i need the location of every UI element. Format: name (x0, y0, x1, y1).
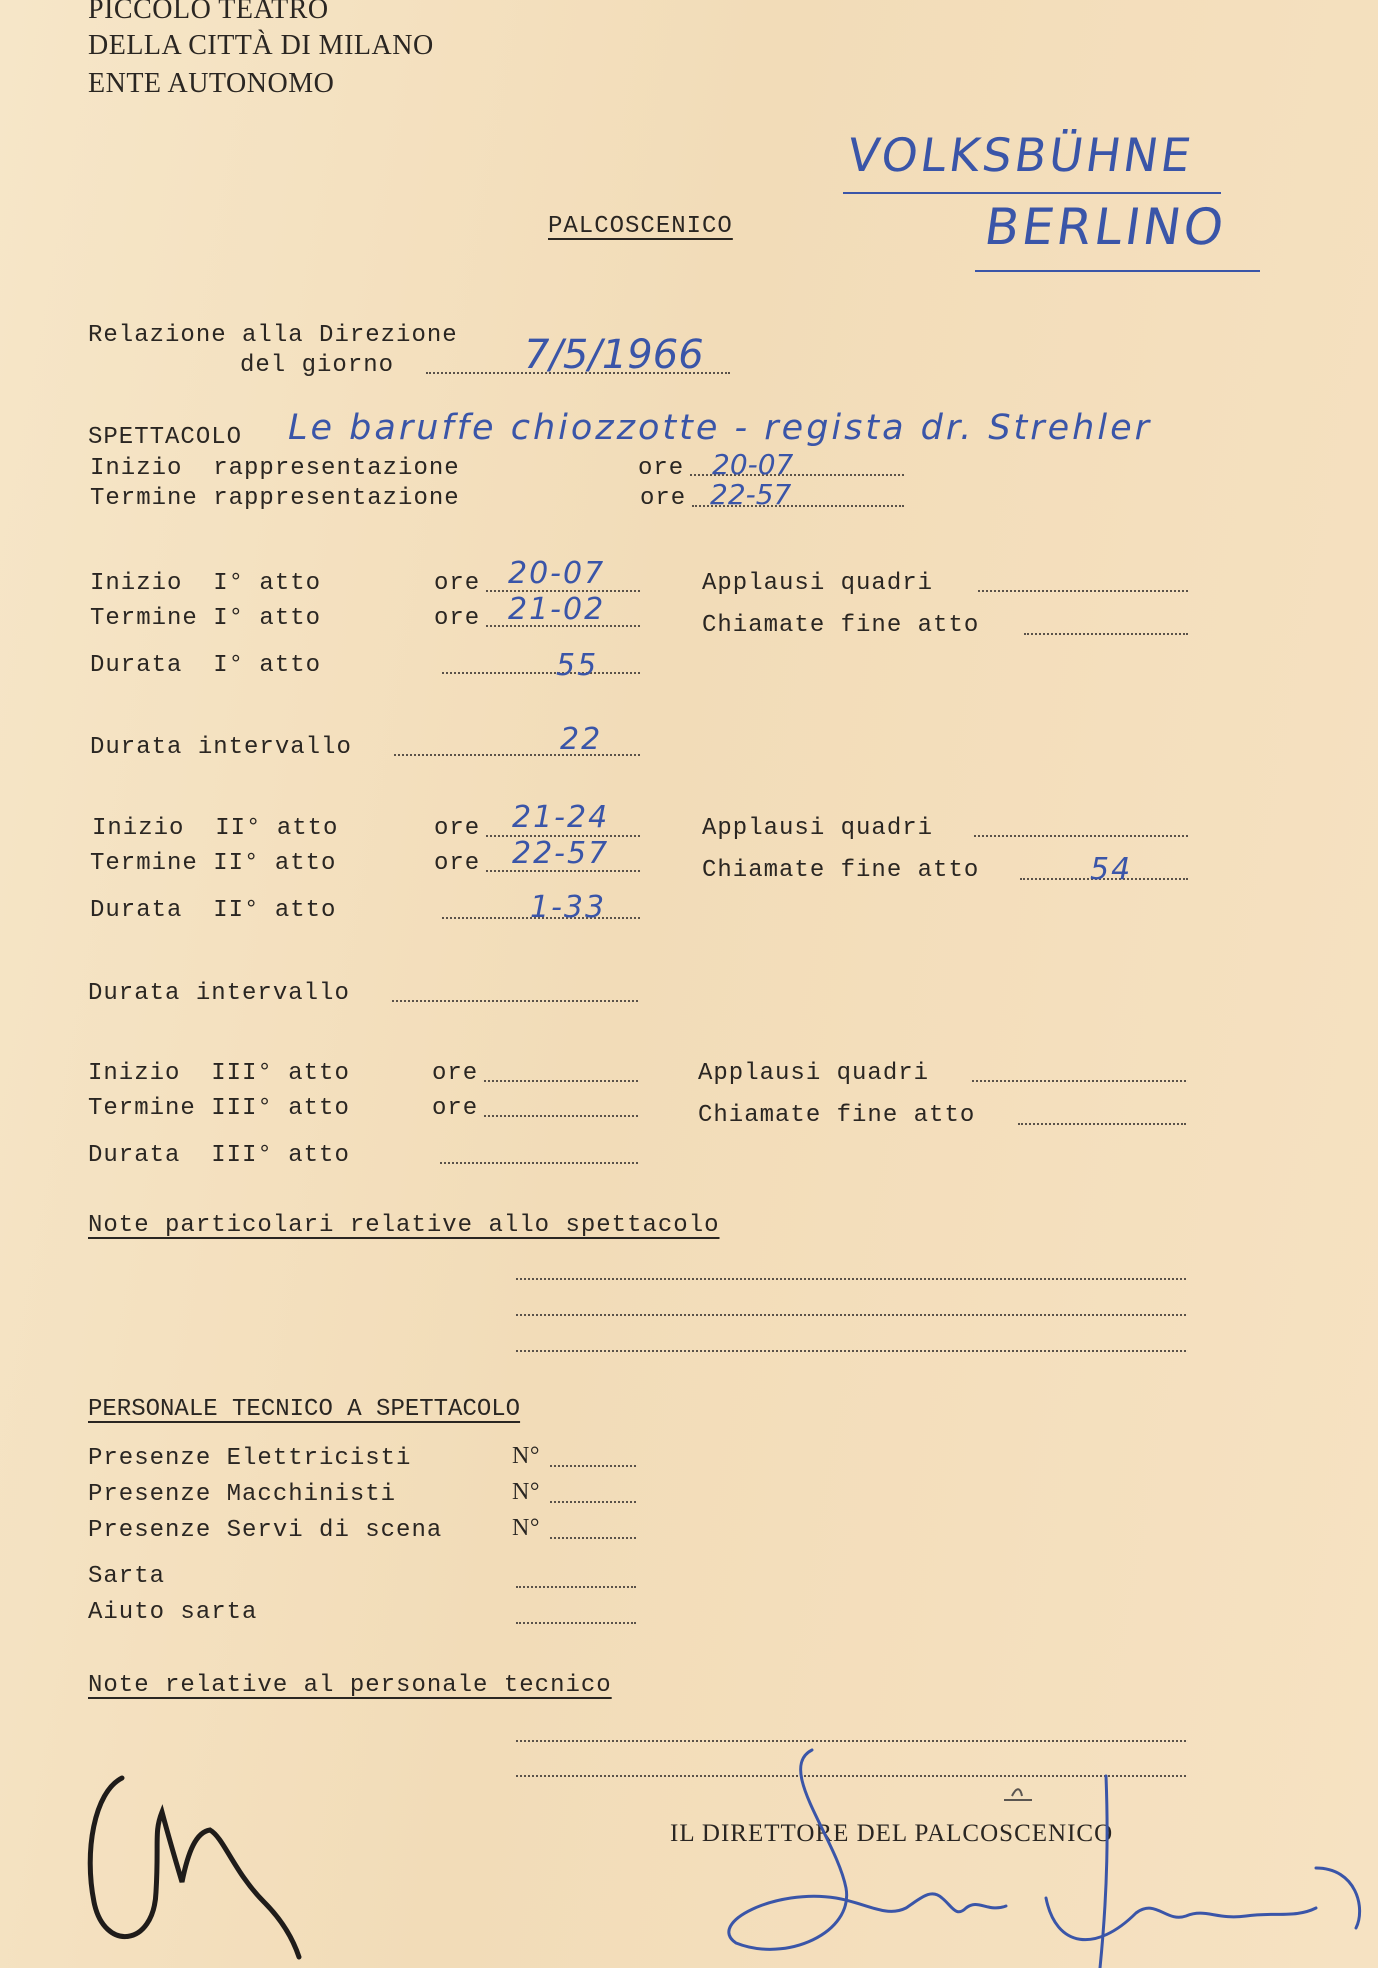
macchinisti-num-label: N° (512, 1479, 540, 1505)
termine-atto-2-ore: ore (434, 850, 481, 877)
handwritten-venue-line-1: VOLKSBÜHNE (844, 128, 1197, 182)
inizio-rappresentazione-ore: ore (638, 455, 685, 482)
durata-atto-1-label: Durata I° atto (90, 652, 322, 679)
letterhead-line-1: PICCOLO TEATRO (88, 0, 329, 25)
elettricisti-line (550, 1465, 636, 1467)
termine-atto-1-value: 21-02 (508, 592, 606, 627)
termine-rappresentazione-value: 22-57 (710, 478, 792, 511)
letterhead-line-3: ENTE AUTONOMO (88, 68, 335, 99)
director-signature (716, 1748, 1376, 1968)
note-spettacolo-line-1 (516, 1278, 1186, 1280)
inizio-atto-1-value: 20-07 (508, 556, 606, 591)
inizio-atto-1-label: Inizio I° atto (90, 570, 322, 597)
intervallo-1-value: 22 (560, 722, 603, 757)
macchinisti-line (550, 1501, 636, 1503)
intervallo-2-line (392, 1000, 638, 1002)
note-personale-label: Note relative al personale tecnico (88, 1672, 612, 1699)
note-spettacolo-line-2 (516, 1314, 1186, 1316)
durata-atto-2-label: Durata II° atto (90, 897, 337, 924)
applausi-atto-3-label: Applausi quadri (698, 1060, 930, 1087)
termine-atto-1-ore: ore (434, 605, 481, 632)
aiuto-sarta-line (516, 1622, 636, 1624)
termine-rappresentazione-ore: ore (640, 485, 687, 512)
inizio-atto-2-label: Inizio II° atto (92, 815, 339, 842)
chiamate-atto-1-label: Chiamate fine atto (702, 612, 980, 639)
chiamate-atto-1-line (1024, 633, 1188, 635)
termine-atto-1-label: Termine I° atto (90, 605, 322, 632)
applausi-atto-1-label: Applausi quadri (702, 570, 934, 597)
inizio-atto-2-ore: ore (434, 815, 481, 842)
termine-atto-3-line (484, 1115, 638, 1117)
durata-atto-2-value: 1-33 (530, 890, 607, 925)
note-spettacolo-line-3 (516, 1350, 1186, 1352)
durata-atto-3-line (440, 1162, 638, 1164)
servi-line (550, 1537, 636, 1539)
inizio-atto-3-line (484, 1080, 638, 1082)
intervallo-2-label: Durata intervallo (88, 980, 350, 1007)
spettacolo-label: SPETTACOLO (88, 424, 243, 451)
servi-num-label: N° (512, 1515, 540, 1541)
durata-atto-3-label: Durata III° atto (88, 1142, 350, 1169)
sarta-label: Sarta (88, 1563, 166, 1590)
personale-title: PERSONALE TECNICO A SPETTACOLO (88, 1396, 521, 1423)
page-title: PALCOSCENICO (548, 213, 733, 240)
note-spettacolo-label: Note particolari relative allo spettacolo (88, 1212, 720, 1239)
initials-signature (84, 1772, 304, 1962)
handwritten-venue-line-2: BERLINO (980, 198, 1231, 256)
spettacolo-value: Le baruffe chiozzotte - regista dr. Strehler (288, 408, 1153, 448)
elettricisti-num-label: N° (512, 1443, 540, 1469)
termine-atto-3-label: Termine III° atto (88, 1095, 350, 1122)
date-value: 7/5/1966 (524, 332, 704, 378)
aiuto-sarta-label: Aiuto sarta (88, 1599, 258, 1626)
termine-atto-2-value: 22-57 (512, 836, 610, 871)
applausi-atto-2-label: Applausi quadri (702, 815, 934, 842)
letterhead-line-2: DELLA CITTÀ DI MILANO (88, 30, 434, 61)
inizio-atto-1-ore: ore (434, 570, 481, 597)
venue-underline-1 (843, 192, 1221, 194)
intervallo-1-label: Durata intervallo (90, 734, 352, 761)
inizio-atto-2-value: 21-24 (512, 800, 610, 835)
venue-underline-2 (975, 270, 1260, 272)
elettricisti-label: Presenze Elettricisti (88, 1445, 412, 1472)
chiamate-atto-3-line (1018, 1123, 1186, 1125)
servi-label: Presenze Servi di scena (88, 1517, 443, 1544)
durata-atto-1-value: 55 (556, 648, 599, 683)
direttore-label: IL DIRETTORE DEL PALCOSCENICO (670, 1820, 1114, 1847)
relazione-giorno-label: del giorno (240, 352, 395, 379)
sarta-line (516, 1586, 636, 1588)
applausi-atto-3-line (972, 1080, 1186, 1082)
termine-rappresentazione-label: Termine rappresentazione (90, 485, 460, 512)
applausi-atto-1-line (978, 590, 1188, 592)
durata-atto-1-line (442, 672, 640, 674)
relazione-label: Relazione alla Direzione (88, 322, 458, 349)
inizio-rappresentazione-label: Inizio rappresentazione (90, 455, 460, 482)
chiamate-atto-2-value: 54 (1090, 852, 1133, 887)
chiamate-atto-2-label: Chiamate fine atto (702, 857, 980, 884)
note-personale-line-1 (516, 1740, 1186, 1742)
intervallo-1-line (394, 754, 640, 756)
applausi-atto-2-line (974, 835, 1188, 837)
termine-atto-2-label: Termine II° atto (90, 850, 337, 877)
inizio-atto-3-label: Inizio III° atto (88, 1060, 350, 1087)
inizio-rappresentazione-value: 20-07 (712, 448, 794, 481)
termine-atto-3-ore: ore (432, 1095, 479, 1122)
chiamate-atto-3-label: Chiamate fine atto (698, 1102, 976, 1129)
macchinisti-label: Presenze Macchinisti (88, 1481, 397, 1508)
inizio-atto-3-ore: ore (432, 1060, 479, 1087)
